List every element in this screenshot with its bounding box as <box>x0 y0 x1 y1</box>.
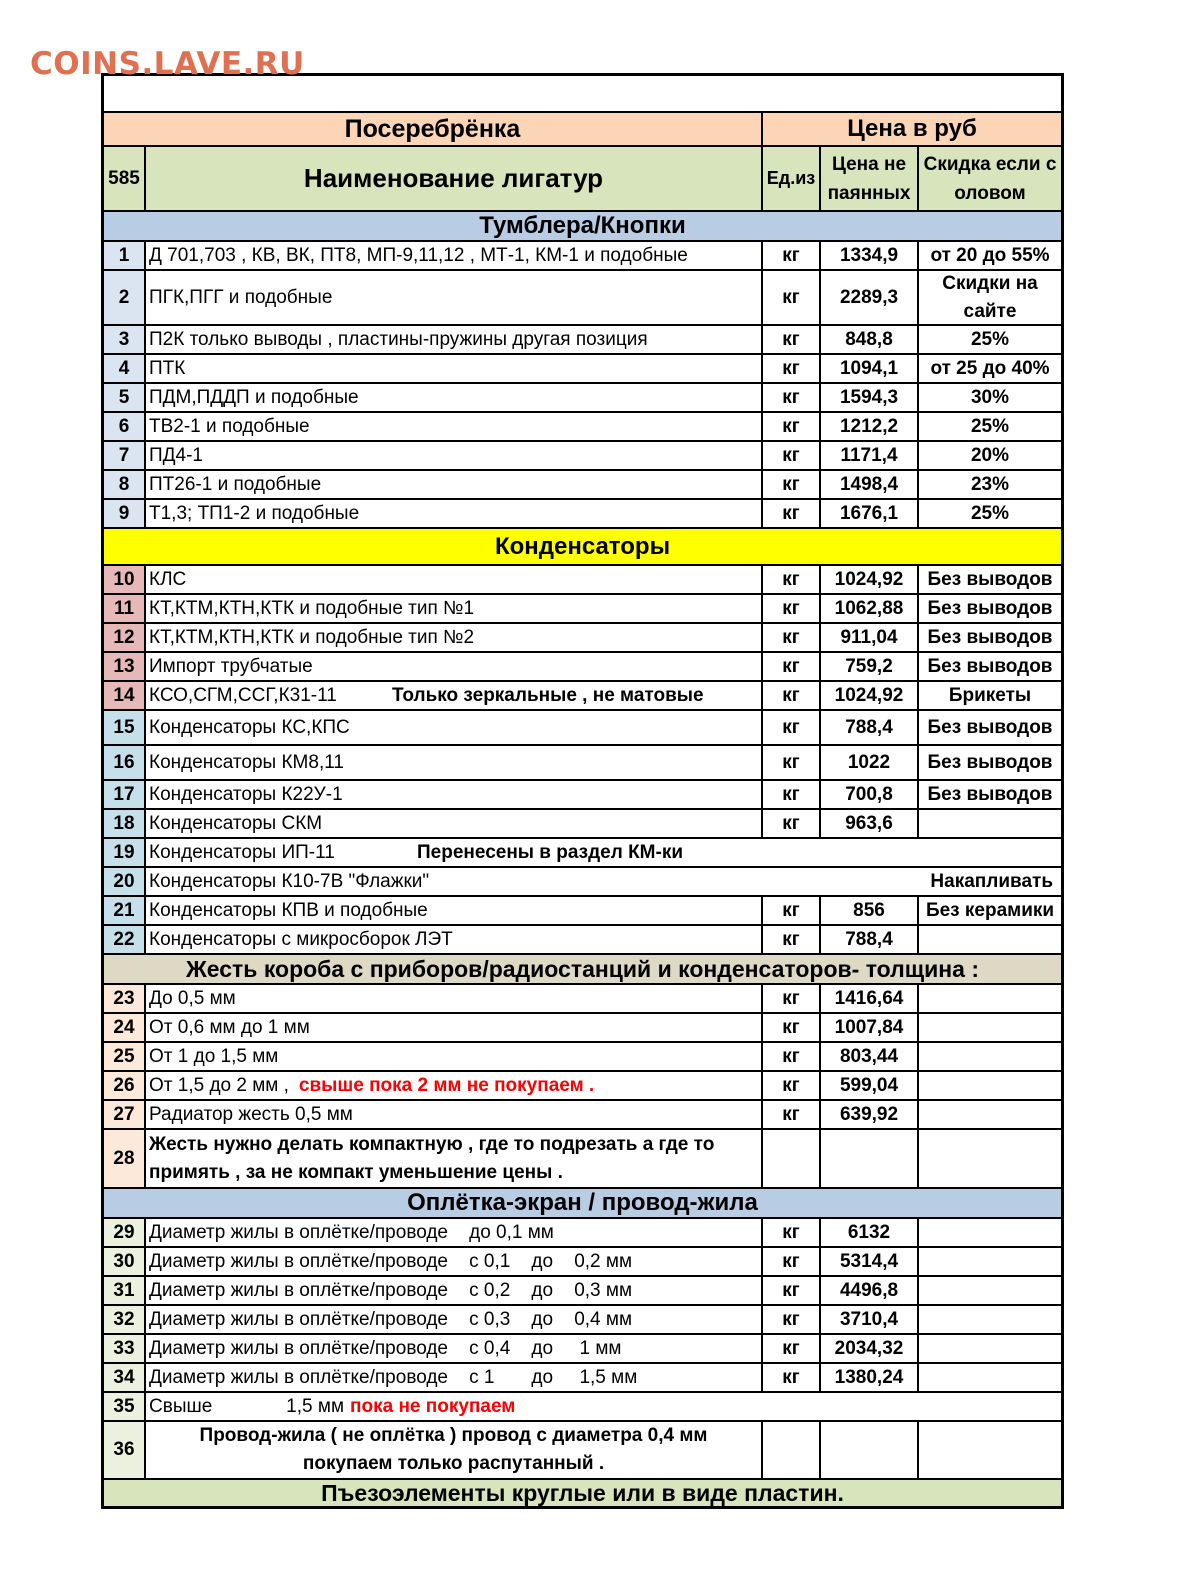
item-name: Конденсаторы КС,КПС <box>146 711 763 744</box>
item-discount <box>919 1277 1061 1304</box>
item-price: 1024,92 <box>821 682 919 709</box>
item-name: До 0,5 мм <box>146 985 763 1012</box>
row-number: 7 <box>104 442 146 469</box>
table-row <box>104 926 1061 955</box>
table-row <box>104 595 1061 624</box>
item-discount: Без выводов <box>927 655 1053 677</box>
item-price: 1380,24 <box>821 1364 919 1391</box>
item-discount <box>919 1306 1061 1333</box>
row-number: 9 <box>104 500 146 527</box>
item-name: КТ,КТМ,КТН,КТК и подобные тип №1 <box>146 595 763 622</box>
price-group-title: Цена в руб <box>763 113 1061 145</box>
item-price: 848,8 <box>821 326 919 353</box>
row-number: 17 <box>104 781 146 808</box>
item-discount <box>919 810 1061 837</box>
table-row <box>104 985 1061 1014</box>
item-unit: кг <box>763 1014 821 1041</box>
row-number: 31 <box>104 1277 146 1304</box>
table-row <box>104 624 1061 653</box>
item-name: Импорт трубчатые <box>146 653 763 680</box>
item-discount <box>919 1072 1061 1099</box>
item-name: Диаметр жилы в оплётке/проводе до 0,1 мм <box>146 1219 763 1246</box>
discount-line1: Скидки на <box>942 272 1038 294</box>
item-price: 788,4 <box>821 711 919 744</box>
row-number: 10 <box>104 566 146 593</box>
row-number: 22 <box>104 926 146 953</box>
item-name-text: КСО,СГМ,ССГ,К31-11 <box>149 684 337 706</box>
item-discount <box>919 1422 1061 1478</box>
item-unit: кг <box>763 326 821 353</box>
item-name: Диаметр жилы в оплётке/проводе с 0,3 до 0,4 мм <box>146 1306 763 1333</box>
item-price: 803,44 <box>821 1043 919 1070</box>
row-number: 36 <box>104 1422 146 1478</box>
item-unit <box>763 1130 821 1187</box>
item-unit: кг <box>763 242 821 269</box>
item-unit: кг <box>763 500 821 527</box>
item-unit: кг <box>763 682 821 709</box>
item-discount <box>919 1130 1061 1187</box>
item-unit: кг <box>763 413 821 440</box>
item-discount <box>919 985 1061 1012</box>
table-row <box>104 1248 1061 1277</box>
item-price: 856 <box>821 897 919 924</box>
item-price: 1334,9 <box>821 242 919 269</box>
section-header <box>104 1480 1061 1506</box>
item-discount: Без выводов <box>927 716 1053 738</box>
item-name: Диаметр жилы в оплётке/проводе с 0,2 до 0,3 мм <box>146 1277 763 1304</box>
table-row <box>104 1393 1061 1422</box>
item-unit: кг <box>763 1101 821 1128</box>
code-header: 585 <box>104 147 146 210</box>
item-name <box>146 1072 763 1099</box>
item-discount <box>919 1335 1061 1362</box>
row-number: 23 <box>104 985 146 1012</box>
item-price: 911,04 <box>821 624 919 651</box>
row-number: 4 <box>104 355 146 382</box>
item-name <box>146 1393 1061 1420</box>
table-row <box>104 1014 1061 1043</box>
item-unit: кг <box>763 746 821 779</box>
item-price: 1594,3 <box>821 384 919 411</box>
table-row <box>104 355 1061 384</box>
price-header-line1: Цена не <box>831 153 907 175</box>
item-name: КТ,КТМ,КТН,КТК и подобные тип №2 <box>146 624 763 651</box>
section-title: Тумблера/Кнопки <box>104 212 1061 240</box>
item-unit <box>763 1422 821 1478</box>
item-name: ПДМ,ПДДП и подобные <box>146 384 763 411</box>
item-price: 2289,3 <box>821 271 919 324</box>
row-number: 13 <box>104 653 146 680</box>
item-price <box>821 1130 919 1187</box>
item-name: Конденсаторы КПВ и подобные <box>146 897 763 924</box>
item-name: КЛС <box>146 566 763 593</box>
table-row <box>104 682 1061 711</box>
item-price <box>821 1422 919 1478</box>
item-unit: кг <box>763 1043 821 1070</box>
row-number: 2 <box>104 271 146 324</box>
item-discount <box>919 1101 1061 1128</box>
item-price: 1212,2 <box>821 413 919 440</box>
item-name: ТВ2-1 и подобные <box>146 413 763 440</box>
row-number: 34 <box>104 1364 146 1391</box>
item-discount: Без выводов <box>927 626 1053 648</box>
discount-header-line1: Скидка если с <box>923 153 1057 175</box>
table-row <box>104 781 1061 810</box>
item-unit: кг <box>763 442 821 469</box>
item-unit: кг <box>763 1277 821 1304</box>
item-unit: кг <box>763 566 821 593</box>
table-row <box>104 1219 1061 1248</box>
row-number: 19 <box>104 839 146 866</box>
item-price: 5314,4 <box>821 1248 919 1275</box>
item-discount: от 25 до 40% <box>930 357 1050 379</box>
item-name: Диаметр жилы в оплётке/проводе с 0,1 до 0,2 мм <box>146 1248 763 1275</box>
item-price: 788,4 <box>821 926 919 953</box>
item-price: 599,04 <box>821 1072 919 1099</box>
item-name: Конденсаторы К22У-1 <box>146 781 763 808</box>
item-price: 700,8 <box>821 781 919 808</box>
table-row <box>104 566 1061 595</box>
item-unit: кг <box>763 1219 821 1246</box>
item-note: Только зеркальные , не матовые <box>392 684 704 706</box>
item-name <box>146 868 1061 895</box>
item-discount <box>919 1014 1061 1041</box>
item-price: 1416,64 <box>821 985 919 1012</box>
item-price: 1022 <box>821 746 919 779</box>
row-number: 21 <box>104 897 146 924</box>
row-number: 27 <box>104 1101 146 1128</box>
item-name: Радиатор жесть 0,5 мм <box>146 1101 763 1128</box>
table-row <box>104 1364 1061 1393</box>
note-line1: Жесть нужно делать компактную , где то подрезать а где то <box>149 1133 715 1155</box>
item-discount <box>919 1043 1061 1070</box>
title-row <box>104 113 1061 147</box>
table-row <box>104 839 1061 868</box>
item-unit: кг <box>763 1306 821 1333</box>
section-header <box>104 955 1061 985</box>
row-number: 5 <box>104 384 146 411</box>
item-name: ПТ26-1 и подобные <box>146 471 763 498</box>
section-title: Пъезоэлементы круглые или в виде пластин. <box>104 1480 1061 1506</box>
row-number: 26 <box>104 1072 146 1099</box>
item-name-text: Конденсаторы ИП-11 <box>149 841 335 863</box>
section-header <box>104 212 1061 242</box>
item-unit: кг <box>763 271 821 324</box>
item-discount <box>919 1364 1061 1391</box>
section-header <box>104 1189 1061 1219</box>
item-unit: кг <box>763 926 821 953</box>
item-discount: от 20 до 55% <box>930 244 1050 266</box>
row-number: 29 <box>104 1219 146 1246</box>
row-number: 11 <box>104 595 146 622</box>
table-row <box>104 1101 1061 1130</box>
item-unit: кг <box>763 471 821 498</box>
item-note <box>146 1130 763 1187</box>
item-discount <box>919 926 1061 953</box>
item-name-text: Конденсаторы К10-7В "Флажки" <box>149 870 430 892</box>
item-discount: Без выводов <box>927 751 1053 773</box>
item-price: 1007,84 <box>821 1014 919 1041</box>
note-line1: Провод-жила ( не оплётка ) провод с диаметра 0,4 мм <box>199 1425 708 1446</box>
item-name: Диаметр жилы в оплётке/проводе с 0,4 до 1 мм <box>146 1335 763 1362</box>
table-title: Посеребрёнка <box>104 113 763 145</box>
row-number: 14 <box>104 682 146 709</box>
row-number: 15 <box>104 711 146 744</box>
item-discount: Брикеты <box>948 684 1032 706</box>
item-discount: 25% <box>970 328 1010 350</box>
row-number: 35 <box>104 1393 146 1420</box>
row-number: 32 <box>104 1306 146 1333</box>
table-row <box>104 653 1061 682</box>
table-row <box>104 242 1061 271</box>
item-name: ПГК,ПГГ и подобные <box>146 271 763 324</box>
item-discount: 20% <box>970 444 1010 466</box>
table-row <box>104 1043 1061 1072</box>
unit-column-header: Ед.из <box>763 147 821 210</box>
item-unit: кг <box>763 1364 821 1391</box>
item-discount: Без керамики <box>925 899 1055 921</box>
item-unit: кг <box>763 985 821 1012</box>
section-title: Оплётка-экран / провод-жила <box>104 1189 1061 1217</box>
item-price: 1094,1 <box>821 355 919 382</box>
table-row <box>104 746 1061 781</box>
item-discount: Без выводов <box>927 597 1053 619</box>
item-name-text: Свыше 1,5 мм <box>149 1395 345 1417</box>
table-row <box>104 868 1061 897</box>
item-price: 1676,1 <box>821 500 919 527</box>
item-price: 6132 <box>821 1219 919 1246</box>
item-unit: кг <box>763 1072 821 1099</box>
table-row <box>104 897 1061 926</box>
item-unit: кг <box>763 897 821 924</box>
table-row <box>104 442 1061 471</box>
item-name: Конденсаторы с микросборок ЛЭТ <box>146 926 763 953</box>
item-name: Конденсаторы КМ8,11 <box>146 746 763 779</box>
row-number: 20 <box>104 868 146 895</box>
table-row <box>104 271 1061 326</box>
table-row <box>104 326 1061 355</box>
item-discount <box>919 1248 1061 1275</box>
item-name: П2К только выводы , пластины-пружины другая позиция <box>146 326 763 353</box>
table-row <box>104 413 1061 442</box>
table-row <box>104 1072 1061 1101</box>
table-row <box>104 1277 1061 1306</box>
note-line2: примять , за не компакт уменьшение цены . <box>149 1161 563 1183</box>
item-unit: кг <box>763 711 821 744</box>
item-price: 1062,88 <box>821 595 919 622</box>
item-name <box>146 839 1061 866</box>
item-note: свыше пока 2 мм не покупаем . <box>298 1074 595 1096</box>
item-discount: 25% <box>970 415 1010 437</box>
row-number: 28 <box>104 1130 146 1187</box>
row-number: 8 <box>104 471 146 498</box>
item-unit: кг <box>763 624 821 651</box>
table-row <box>104 1130 1061 1189</box>
item-unit: кг <box>763 810 821 837</box>
item-unit: кг <box>763 781 821 808</box>
table-row <box>104 810 1061 839</box>
table-row <box>104 500 1061 529</box>
item-price: 1498,4 <box>821 471 919 498</box>
name-column-header: Наименование лигатур <box>146 147 763 210</box>
item-unit: кг <box>763 355 821 382</box>
row-number: 12 <box>104 624 146 651</box>
item-price: 639,92 <box>821 1101 919 1128</box>
table-row <box>104 1306 1061 1335</box>
item-unit: кг <box>763 384 821 411</box>
item-price: 759,2 <box>821 653 919 680</box>
table-row <box>104 1422 1061 1480</box>
item-unit: кг <box>763 595 821 622</box>
item-discount: 23% <box>970 473 1010 495</box>
item-discount: 25% <box>970 502 1010 524</box>
item-name: Т1,3; ТП1-2 и подобные <box>146 500 763 527</box>
item-discount: 30% <box>970 386 1010 408</box>
row-number: 25 <box>104 1043 146 1070</box>
row-number: 24 <box>104 1014 146 1041</box>
table-row <box>104 1335 1061 1364</box>
item-note: пока не покупаем <box>350 1395 516 1417</box>
item-name: Д 701,703 , КВ, ВК, ПТ8, МП-9,11,12 , МТ-1, КМ-1 и подобные <box>146 242 763 269</box>
note-line2: покупаем только распутанный . <box>302 1453 605 1474</box>
item-unit: кг <box>763 1335 821 1362</box>
item-price: 963,6 <box>821 810 919 837</box>
column-header-row <box>104 147 1061 212</box>
price-header-line2: паянных <box>827 182 911 204</box>
item-price: 4496,8 <box>821 1277 919 1304</box>
section-title: Конденсаторы <box>104 529 1061 564</box>
price-column-header <box>821 147 919 210</box>
table-row <box>104 711 1061 746</box>
row-number: 3 <box>104 326 146 353</box>
table-row <box>104 384 1061 413</box>
item-name: Конденсаторы СКМ <box>146 810 763 837</box>
item-discount <box>919 1219 1061 1246</box>
row-number: 33 <box>104 1335 146 1362</box>
price-table <box>101 73 1064 1509</box>
watermark: COINS.LAVE.RU <box>30 46 305 82</box>
item-unit: кг <box>763 1248 821 1275</box>
item-name: От 1 до 1,5 мм <box>146 1043 763 1070</box>
table-row <box>104 471 1061 500</box>
discount-column-header <box>919 147 1061 210</box>
discount-line2: сайте <box>963 300 1017 322</box>
row-number: 6 <box>104 413 146 440</box>
item-discount: Без выводов <box>927 783 1053 805</box>
row-number: 18 <box>104 810 146 837</box>
item-note: Накапливать <box>930 870 1053 892</box>
item-discount: Без выводов <box>927 568 1053 590</box>
item-name: От 0,6 мм до 1 мм <box>146 1014 763 1041</box>
row-number: 16 <box>104 746 146 779</box>
item-price: 3710,4 <box>821 1306 919 1333</box>
item-name-text: От 1,5 до 2 мм , <box>149 1074 289 1096</box>
item-note <box>146 1422 763 1478</box>
item-discount <box>919 271 1061 324</box>
item-note: Перенесены в раздел КМ-ки <box>417 841 684 863</box>
row-number: 30 <box>104 1248 146 1275</box>
item-unit: кг <box>763 653 821 680</box>
item-name: Диаметр жилы в оплётке/проводе с 1 до 1,5 мм <box>146 1364 763 1391</box>
item-name <box>146 682 763 709</box>
item-price: 1171,4 <box>821 442 919 469</box>
item-name: ПТК <box>146 355 763 382</box>
row-number: 1 <box>104 242 146 269</box>
discount-header-line2: оловом <box>954 182 1026 204</box>
item-name: ПД4-1 <box>146 442 763 469</box>
section-title: Жесть короба с приборов/радиостанций и конденсаторов- толщина : <box>104 955 1061 983</box>
item-price: 2034,32 <box>821 1335 919 1362</box>
section-header <box>104 529 1061 566</box>
item-price: 1024,92 <box>821 566 919 593</box>
